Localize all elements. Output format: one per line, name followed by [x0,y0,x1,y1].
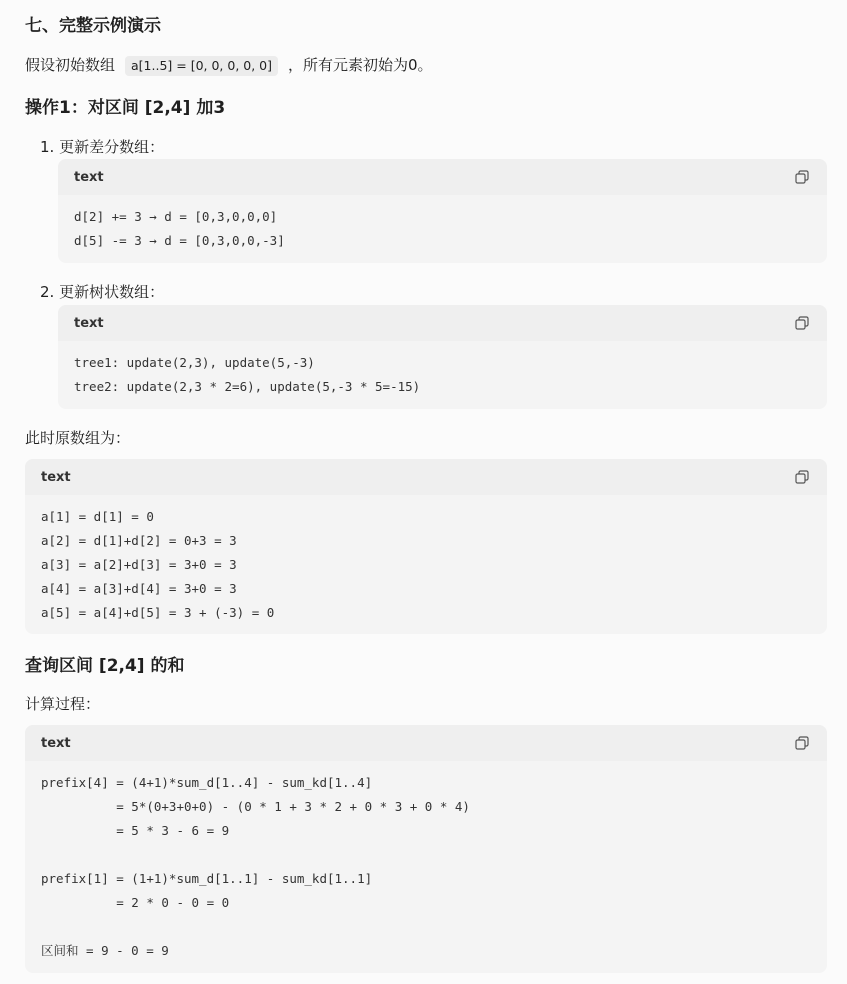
intro-text-after: ，所有元素初始为0。 [288,56,433,74]
copy-icon[interactable] [793,314,811,332]
code-block-body [25,761,827,973]
code-line: a[3] = a[2]+d[3] = 3+0 = 3 [41,557,237,572]
code-block-body [58,195,827,263]
code-block-header [25,725,827,761]
code-line: prefix[1] = (1+1)*sum_d[1..1] - sum_kd[1..1] [41,871,373,886]
code-line: = 5*(0+3+0+0) - (0 * 1 + 3 * 2 + 0 * 3 + 0 * 4) [41,799,470,814]
list-item-step1: 1. 更新差分数组： [40,138,165,156]
code-line: a[5] = a[4]+d[5] = 3 + (-3) = 0 [41,605,275,620]
code-line: = 5 * 3 - 6 = 9 [41,823,230,838]
list-item-step2: 2. 更新树状数组： [40,283,165,301]
code-line: d[2] += 3 → d = [0,3,0,0,0] [74,209,278,224]
code-block-header [58,159,827,195]
code-line: prefix[4] = (4+1)*sum_d[1..4] - sum_kd[1..4] [41,775,373,790]
inline-code-array: a[1..5] = [0, 0, 0, 0, 0] [125,56,278,76]
code-line: a[4] = a[3]+d[4] = 3+0 = 3 [41,581,237,596]
code-line: a[1] = d[1] = 0 [41,509,154,524]
code-block-original-array [25,459,827,634]
code-block-tree [58,305,827,409]
op1-title: 操作1：对区间 [2,4] 加3 [25,98,226,118]
intro-text-before: 假设初始数组 [25,56,116,74]
code-block-header [25,459,827,495]
code-line-blank [41,915,811,939]
code-lang-label: text [41,469,71,485]
code-line: d[5] -= 3 → d = [0,3,0,0,-3] [74,233,285,248]
code-line: a[2] = d[1]+d[2] = 0+3 = 3 [41,533,237,548]
after-paragraph: 此时原数组为： [25,429,131,447]
code-block-header [58,305,827,341]
section-title: 七、完整示例演示 [25,16,161,36]
code-lang-label: text [41,735,71,751]
code-line: = 2 * 0 - 0 = 0 [41,895,230,910]
query-title: 查询区间 [2,4] 的和 [25,656,185,676]
code-block-body [58,341,827,409]
code-block-body [25,495,827,634]
code-block-diff [58,159,827,263]
calc-paragraph: 计算过程： [25,695,101,713]
code-lang-label: text [74,315,104,331]
code-line-blank [41,843,811,867]
copy-icon[interactable] [793,468,811,486]
code-line: tree1: update(2,3), update(5,-3) [74,355,315,370]
code-lang-label: text [74,169,104,185]
copy-icon[interactable] [793,734,811,752]
code-line: tree2: update(2,3 * 2=6), update(5,-3 * 5=-15) [74,379,421,394]
code-line: 区间和 = 9 - 0 = 9 [41,943,169,958]
copy-icon[interactable] [793,168,811,186]
intro-paragraph [25,54,433,76]
code-block-calc [25,725,827,973]
